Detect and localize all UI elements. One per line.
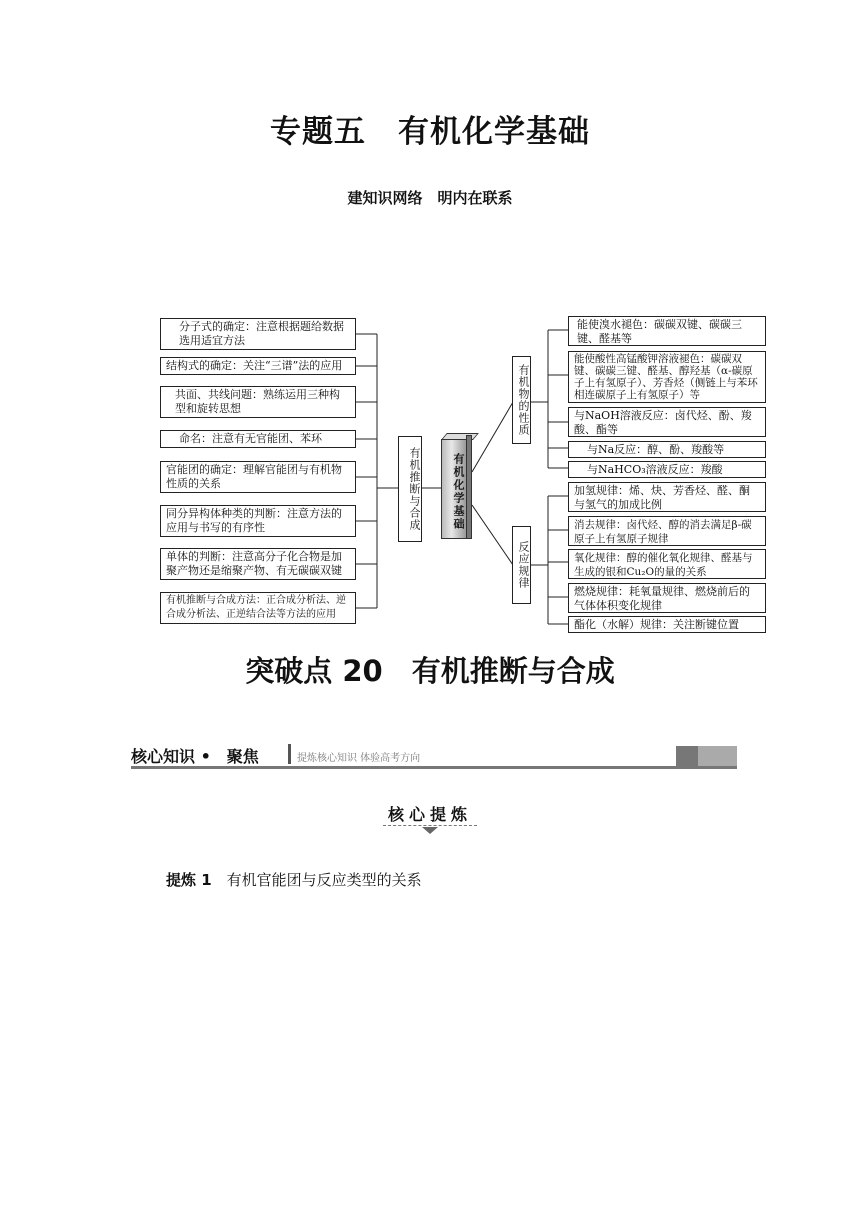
right-item-kmno4: 能使酸性高锰酸钾溶液褪色：碳碳双键、碳碳三键、醛基、醇羟基（α-碳原子上有氢原子）、芳香烃（侧链上与苯环相连碳原子上有氢原子）等 [568,351,766,403]
left-item-molecular-formula: 分子式的确定：注意根据题给数据选用适宜方法 [160,318,356,350]
left-item-functional-group: 官能团的确定：理解官能团与有机物性质的关系 [160,461,356,493]
right-item-naoh: 与NaOH溶液反应：卤代烃、酚、羧酸、酯等 [568,407,766,437]
left-item-synthesis-method: 有机推断与合成方法：正合成分析法、逆合成分析法、正逆结合法等方法的应用 [160,592,356,624]
right-item-na: 与Na反应：醇、酚、羧酸等 [568,441,766,458]
left-item-naming: 命名：注意有无官能团、苯环 [160,430,356,448]
banner-rule [131,766,737,769]
chevron-down-icon [422,827,438,834]
paragraph-label: 提炼 1 [166,871,212,889]
left-item-structural-formula: 结构式的确定：关注“三谱”法的应用 [160,357,356,375]
right-bottom-branch-label: 反应规律 [512,526,531,604]
right-item-elimination: 消去规律：卤代烃、醇的消去满足β-碳原子上有氢原子规律 [568,516,766,546]
page-subtitle: 建知识网络 明内在联系 [347,189,513,207]
right-item-hydrogenation: 加氢规律：烯、炔、芳香烃、醛、酮与氢气的加成比例 [568,482,766,512]
banner-title: 核心知识 • 聚焦 [131,747,259,766]
banner-divider [288,744,291,764]
right-item-esterification: 酯化（水解）规律：关注断键位置 [568,616,766,633]
left-item-coplanar: 共面、共线问题：熟练运用三种构型和旋转思想 [160,386,356,418]
center-label: 有机化学基础 [441,439,467,539]
left-item-monomer: 单体的判断：注意高分子化合物是加聚产物还是缩聚产物、有无碳碳双键 [160,548,356,580]
right-item-combustion: 燃烧规律：耗氧量规律、燃烧前后的气体体积变化规律 [568,583,766,613]
right-item-nahco3: 与NaHCO₃溶液反应：羧酸 [568,461,766,478]
banner-subtitle: 提炼核心知识 体验高考方向 [297,753,421,764]
page-title: 专题五 有机化学基础 [270,114,590,150]
banner-light-block [698,746,737,766]
paragraph [166,869,422,890]
paragraph-text: 有机官能团与反应类型的关系 [211,871,422,889]
core-title-underline [383,825,477,826]
right-top-branch-label: 有机物的性质 [512,356,531,444]
right-item-bromine-water: 能使溴水褪色：碳碳双键、碳碳三键、醛基等 [568,316,766,346]
section-title: 突破点 20 有机推断与合成 [245,654,615,688]
left-branch-label: 有机推断与合成 [398,436,422,542]
core-title: 核心提炼 [387,805,472,824]
left-item-isomers: 同分异构体种类的判断：注意方法的应用与书写的有序性 [160,505,356,537]
right-item-oxidation: 氧化规律：醇的催化氧化规律、醛基与生成的银和Cu₂O的量的关系 [568,549,766,579]
banner-dark-block [676,746,698,766]
